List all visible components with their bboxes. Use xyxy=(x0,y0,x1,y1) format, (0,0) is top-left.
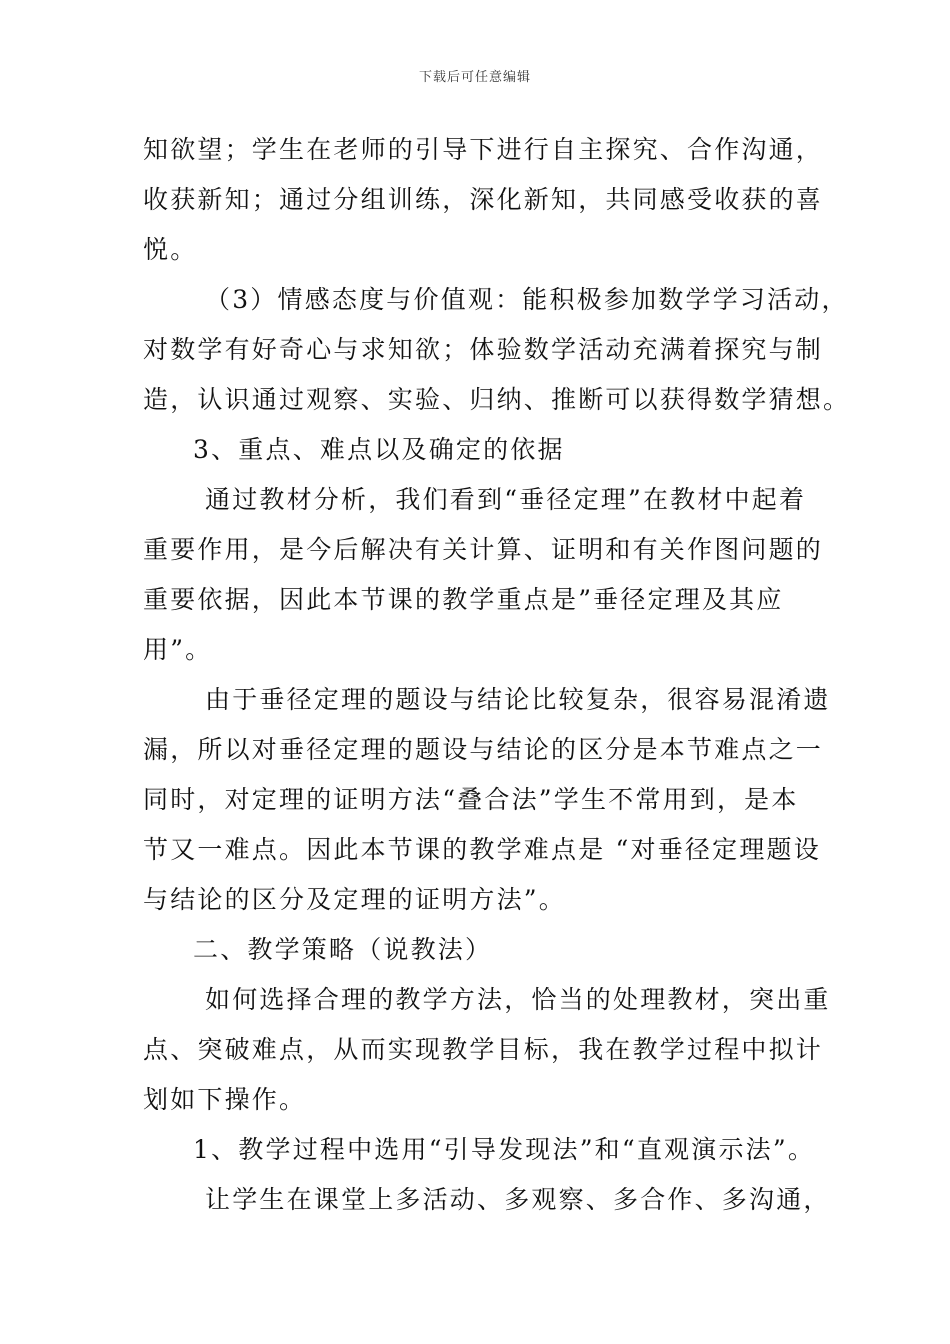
text-line: 点、突破难点，从而实现教学目标，我在教学过程中拟计 xyxy=(143,1035,824,1064)
text-line: 通过教材分析，我们看到“垂径定理”在教材中起着 xyxy=(205,485,807,514)
text-line: 悦。 xyxy=(143,235,198,264)
page-header: 下载后可任意编辑 xyxy=(418,70,531,85)
text-line: 漏，所以对垂径定理的题设与结论的区分是本节难点之一 xyxy=(143,735,824,764)
text-line: 节又一难点。因此本节课的教学难点是 “对垂径定理题设 xyxy=(143,835,821,864)
text-line: （3）情感态度与价值观：能积极参加数学学习活动， xyxy=(205,285,849,314)
text-line: 重要依据，因此本节课的教学重点是”垂径定理及其应 xyxy=(143,585,784,614)
text-line: 知欲望；学生在老师的引导下进行自主探究、合作沟通， xyxy=(143,135,824,164)
section-heading: 二、教学策略（说教法） xyxy=(193,935,493,964)
text-line: 重要作用，是今后解决有关计算、证明和有关作图问题的 xyxy=(143,535,824,564)
text-line: 同时，对定理的证明方法“叠合法”学生不常用到，是本 xyxy=(143,785,799,814)
text-line: 用”。 xyxy=(143,635,213,664)
document-body xyxy=(143,125,851,1225)
text-line: 如何选择合理的教学方法，恰当的处理教材，突出重 xyxy=(205,985,831,1014)
text-line: 与结论的区分及定理的证明方法”。 xyxy=(143,885,566,914)
text-line: 对数学有好奇心与求知欲；体验数学活动充满着探究与制 xyxy=(143,335,824,364)
text-line: 造，认识通过观察、实验、归纳、推断可以获得数学猜想。 xyxy=(143,385,851,414)
text-line: 让学生在课堂上多活动、多观察、多合作、多沟通， xyxy=(205,1185,831,1214)
section-heading: 3、重点、难点以及确定的依据 xyxy=(193,435,565,464)
text-line: 划如下操作。 xyxy=(143,1085,307,1114)
section-heading: 1、教学过程中选用“引导发现法”和“直观演示法”。 xyxy=(193,1135,816,1164)
text-line: 收获新知；通过分组训练，深化新知，共同感受收获的喜 xyxy=(143,185,824,214)
text-line: 由于垂径定理的题设与结论比较复杂，很容易混淆遗 xyxy=(205,685,831,714)
